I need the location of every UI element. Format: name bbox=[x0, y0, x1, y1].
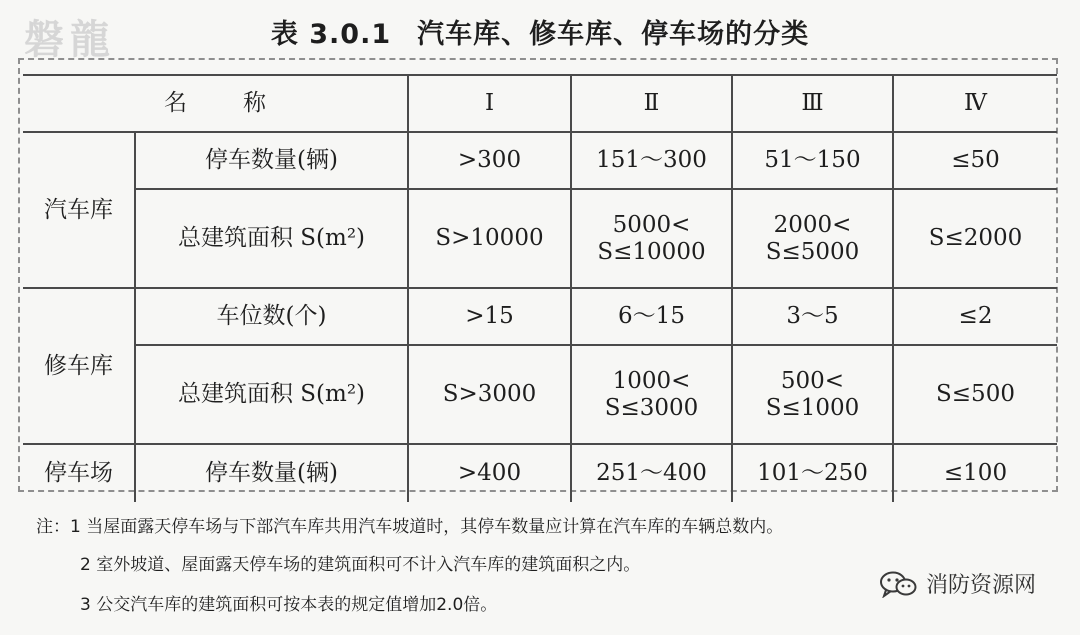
value-line: S≤3000 bbox=[604, 394, 699, 421]
value-cell: S>3000 bbox=[408, 345, 571, 444]
header-row bbox=[23, 75, 1057, 132]
wechat-icon bbox=[878, 570, 918, 598]
value-line: S≤10000 bbox=[597, 238, 706, 265]
header-class-3: Ⅲ bbox=[732, 75, 893, 132]
value-cell: >15 bbox=[408, 288, 571, 345]
header-class-2: Ⅱ bbox=[571, 75, 732, 132]
note-1: 注：1 当屋面露天停车场与下部汽车库共用汽车坡道时，其停车数量应计算在汽车库的车辆总数内。 bbox=[36, 517, 784, 537]
value-line: S≤1000 bbox=[765, 394, 860, 421]
value-line: 2000< bbox=[773, 212, 852, 239]
table-row bbox=[23, 444, 1057, 502]
brand-badge bbox=[878, 568, 1036, 599]
value-line: 500< bbox=[780, 368, 845, 395]
table-row bbox=[23, 345, 1057, 444]
value-line: 5000< bbox=[612, 212, 691, 239]
metric-cell: 车位数(个) bbox=[135, 288, 408, 345]
table-row bbox=[23, 189, 1057, 288]
value-cell bbox=[571, 345, 732, 444]
header-name: 名称 bbox=[23, 75, 408, 132]
note-2: 2 室外坡道、屋面露天停车场的建筑面积可不计入汽车库的建筑面积之内。 bbox=[80, 555, 641, 575]
category-garage: 汽车库 bbox=[23, 132, 135, 288]
value-cell: >400 bbox=[408, 444, 571, 502]
metric-cell: 总建筑面积 S(m²) bbox=[135, 189, 408, 288]
category-lot: 停车场 bbox=[23, 444, 135, 502]
value-line: S≤5000 bbox=[765, 238, 860, 265]
metric-cell: 停车数量(辆) bbox=[135, 132, 408, 189]
value-cell: S≤500 bbox=[893, 345, 1057, 444]
brand-text: 消防资源网 bbox=[926, 573, 1037, 598]
value-cell: 151～300 bbox=[571, 132, 732, 189]
header-class-4: Ⅳ bbox=[893, 75, 1057, 132]
value-cell: >300 bbox=[408, 132, 571, 189]
table-number: 表 3.0.1 bbox=[270, 19, 392, 50]
value-cell bbox=[732, 345, 893, 444]
value-cell: ≤100 bbox=[893, 444, 1057, 502]
value-cell: S>10000 bbox=[408, 189, 571, 288]
watermark: 磐龍 bbox=[24, 17, 116, 63]
table-row bbox=[23, 288, 1057, 345]
value-cell: 251～400 bbox=[571, 444, 732, 502]
table-row bbox=[23, 132, 1057, 189]
value-cell: ≤2 bbox=[893, 288, 1057, 345]
note-3: 3 公交汽车库的建筑面积可按本表的规定值增加2.0倍。 bbox=[80, 595, 498, 615]
value-cell: 6～15 bbox=[571, 288, 732, 345]
metric-cell: 停车数量(辆) bbox=[135, 444, 408, 502]
value-cell: ≤50 bbox=[893, 132, 1057, 189]
category-repair: 修车库 bbox=[23, 288, 135, 444]
table-title bbox=[0, 12, 1080, 51]
header-class-1: Ⅰ bbox=[408, 75, 571, 132]
value-line: 1000< bbox=[612, 368, 691, 395]
value-cell: S≤2000 bbox=[893, 189, 1057, 288]
value-cell bbox=[732, 189, 893, 288]
table-title-text: 汽车库、修车库、停车场的分类 bbox=[417, 19, 810, 50]
value-cell: 3～5 bbox=[732, 288, 893, 345]
value-cell: 51～150 bbox=[732, 132, 893, 189]
metric-cell: 总建筑面积 S(m²) bbox=[135, 345, 408, 444]
value-cell: 101～250 bbox=[732, 444, 893, 502]
classification-table bbox=[23, 74, 1057, 502]
value-cell bbox=[571, 189, 732, 288]
